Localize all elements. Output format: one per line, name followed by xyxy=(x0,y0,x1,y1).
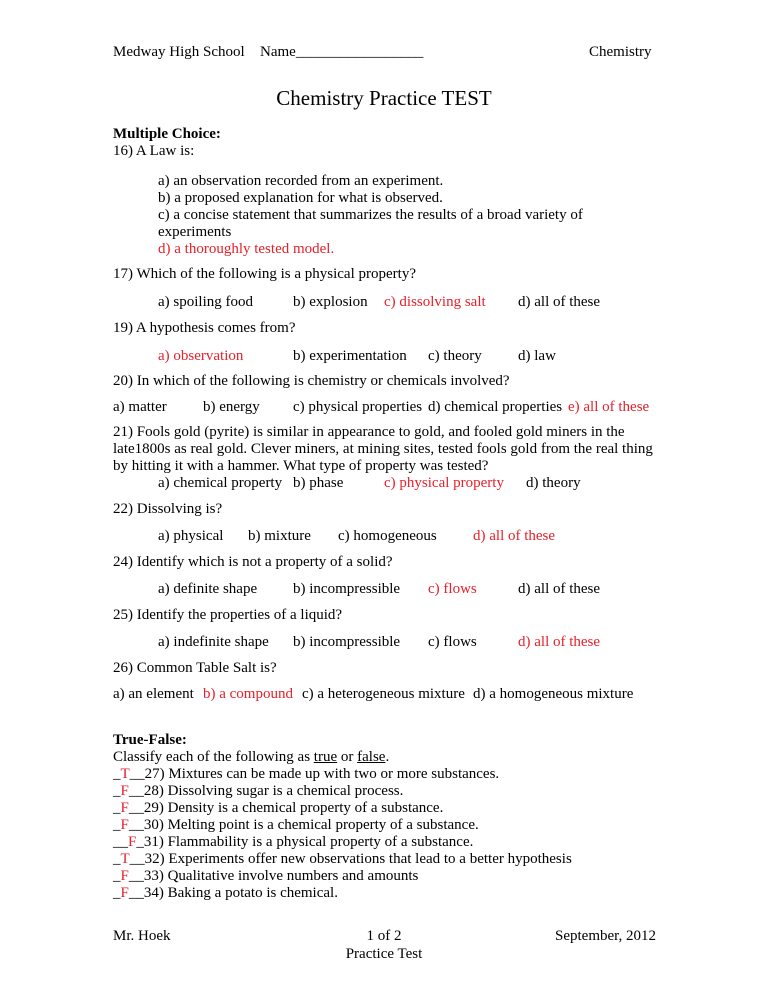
q16-option-c-cont: experiments xyxy=(158,224,232,240)
q21-option-b: b) phase xyxy=(293,475,344,491)
tf-blank: _ xyxy=(113,817,121,833)
tf-statement: __33) Qualitative involve numbers and amounts xyxy=(128,868,419,884)
q16-option-c: c) a concise statement that summarizes the results of a broad variety of xyxy=(158,207,583,223)
tf-blank: _ xyxy=(113,851,121,867)
tf-answer: F xyxy=(120,817,129,833)
tf-answer: F xyxy=(120,800,129,816)
q26-option-a: a) an element xyxy=(113,686,194,702)
q22-question: 22) Dissolving is? xyxy=(113,501,223,517)
q25-option-b: b) incompressible xyxy=(293,634,401,650)
q17-option-b: b) explosion xyxy=(293,294,368,310)
tf-statement: __30) Melting point is a chemical property of a substance. xyxy=(128,817,479,833)
tf-blank: _ xyxy=(113,766,121,782)
tf-answer: T xyxy=(120,851,130,867)
header-subject: Chemistry xyxy=(589,44,652,60)
tf-instructions xyxy=(113,749,389,766)
mc-heading: Multiple Choice: xyxy=(113,126,221,142)
q19-option-a-answer: a) observation xyxy=(158,348,244,364)
q25-option-a: a) indefinite shape xyxy=(158,634,269,650)
q24-option-c-answer: c) flows xyxy=(428,581,477,597)
tf-blank: _ xyxy=(113,868,121,884)
q24-option-d: d) all of these xyxy=(518,581,601,597)
q22-option-a: a) physical xyxy=(158,528,224,544)
tf-instructions-end: . xyxy=(385,749,390,765)
tf-statement: _31) Flammability is a physical property of a substance. xyxy=(136,834,474,850)
q21-line-1: 21) Fools gold (pyrite) is similar in appearance to gold, and fooled gold miners in the xyxy=(113,424,625,440)
tf-heading: True-False: xyxy=(113,732,187,748)
q20-option-e-answer: e) all of these xyxy=(568,399,650,415)
tf-instructions-text: Classify each of the following as xyxy=(113,749,314,765)
header-school: Medway High School xyxy=(113,44,245,60)
tf-statement: __29) Density is a chemical property of a substance. xyxy=(128,800,444,816)
q17-option-a: a) spoiling food xyxy=(158,294,253,310)
q17-question: 17) Which of the following is a physical property? xyxy=(113,266,416,282)
q25-question: 25) Identify the properties of a liquid? xyxy=(113,607,343,623)
q19-question: 19) A hypothesis comes from? xyxy=(113,320,296,336)
tf-item xyxy=(113,766,499,783)
q21-line-2: late1800s as real gold. Clever miners, at mining sites, tested fools gold from the real thing xyxy=(113,441,653,457)
tf-answer: F xyxy=(120,868,129,884)
tf-item xyxy=(113,783,403,800)
q17-option-d: d) all of these xyxy=(518,294,601,310)
q20-question: 20) In which of the following is chemistry or chemicals involved? xyxy=(113,373,510,389)
q20-option-d: d) chemical properties xyxy=(428,399,563,415)
q24-option-b: b) incompressible xyxy=(293,581,401,597)
tf-instructions-or: or xyxy=(337,749,358,765)
q26-option-c: c) a heterogeneous mixture xyxy=(302,686,465,702)
footer-doc-name: Practice Test xyxy=(345,946,423,962)
tf-item xyxy=(113,800,443,817)
q19-option-c: c) theory xyxy=(428,348,482,364)
tf-statement: __32) Experiments offer new observations that lead to a better hypothesis xyxy=(129,851,572,867)
tf-item xyxy=(113,851,572,868)
q16-question: 16) A Law is: xyxy=(113,143,195,159)
tf-blank: _ xyxy=(113,885,121,901)
q21-option-c-answer: c) physical property xyxy=(384,475,504,491)
tf-blank: __ xyxy=(113,834,128,850)
q22-option-d-answer: d) all of these xyxy=(473,528,556,544)
q24-option-a: a) definite shape xyxy=(158,581,258,597)
q19-option-d: d) law xyxy=(518,348,556,364)
tf-statement: __28) Dissolving sugar is a chemical process. xyxy=(128,783,404,799)
q16-option-a: a) an observation recorded from an experiment. xyxy=(158,173,444,189)
tf-instructions-true: true xyxy=(313,749,338,765)
q16-option-d-answer: d) a thoroughly tested model. xyxy=(158,241,335,257)
tf-answer: F xyxy=(128,834,137,850)
q20-option-a: a) matter xyxy=(113,399,167,415)
footer-author: Mr. Hoek xyxy=(113,928,171,944)
header-name-field: Name_________________ xyxy=(260,44,424,60)
q17-option-c-answer: c) dissolving salt xyxy=(384,294,486,310)
q24-question: 24) Identify which is not a property of a solid? xyxy=(113,554,393,570)
q25-option-d-answer: d) all of these xyxy=(518,634,601,650)
tf-item xyxy=(113,885,338,902)
tf-blank: _ xyxy=(113,800,121,816)
tf-statement: __27) Mixtures can be made up with two or more substances. xyxy=(129,766,500,782)
footer-page-number: 1 of 2 xyxy=(366,928,402,944)
q20-option-c: c) physical properties xyxy=(293,399,423,415)
q21-option-d: d) theory xyxy=(526,475,581,491)
tf-answer: T xyxy=(120,766,130,782)
tf-blank: _ xyxy=(113,783,121,799)
q21-line-3: by hitting it with a hammer. What type of property was tested? xyxy=(113,458,489,474)
tf-item xyxy=(113,834,473,851)
tf-item xyxy=(113,817,479,834)
footer-date: September, 2012 xyxy=(555,928,657,944)
q20-option-b: b) energy xyxy=(203,399,260,415)
q22-option-b: b) mixture xyxy=(248,528,311,544)
tf-instructions-false: false xyxy=(357,749,386,765)
q19-option-b: b) experimentation xyxy=(293,348,407,364)
tf-item xyxy=(113,868,418,885)
q22-option-c: c) homogeneous xyxy=(338,528,437,544)
q21-option-a: a) chemical property xyxy=(158,475,283,491)
q26-option-b-answer: b) a compound xyxy=(203,686,293,702)
page-title: Chemistry Practice TEST xyxy=(276,86,492,110)
q26-question: 26) Common Table Salt is? xyxy=(113,660,277,676)
q26-option-d: d) a homogeneous mixture xyxy=(473,686,634,702)
q25-option-c: c) flows xyxy=(428,634,477,650)
tf-answer: F xyxy=(120,885,129,901)
tf-answer: F xyxy=(120,783,129,799)
q16-option-b: b) a proposed explanation for what is observed. xyxy=(158,190,443,206)
tf-statement: __34) Baking a potato is chemical. xyxy=(128,885,338,901)
